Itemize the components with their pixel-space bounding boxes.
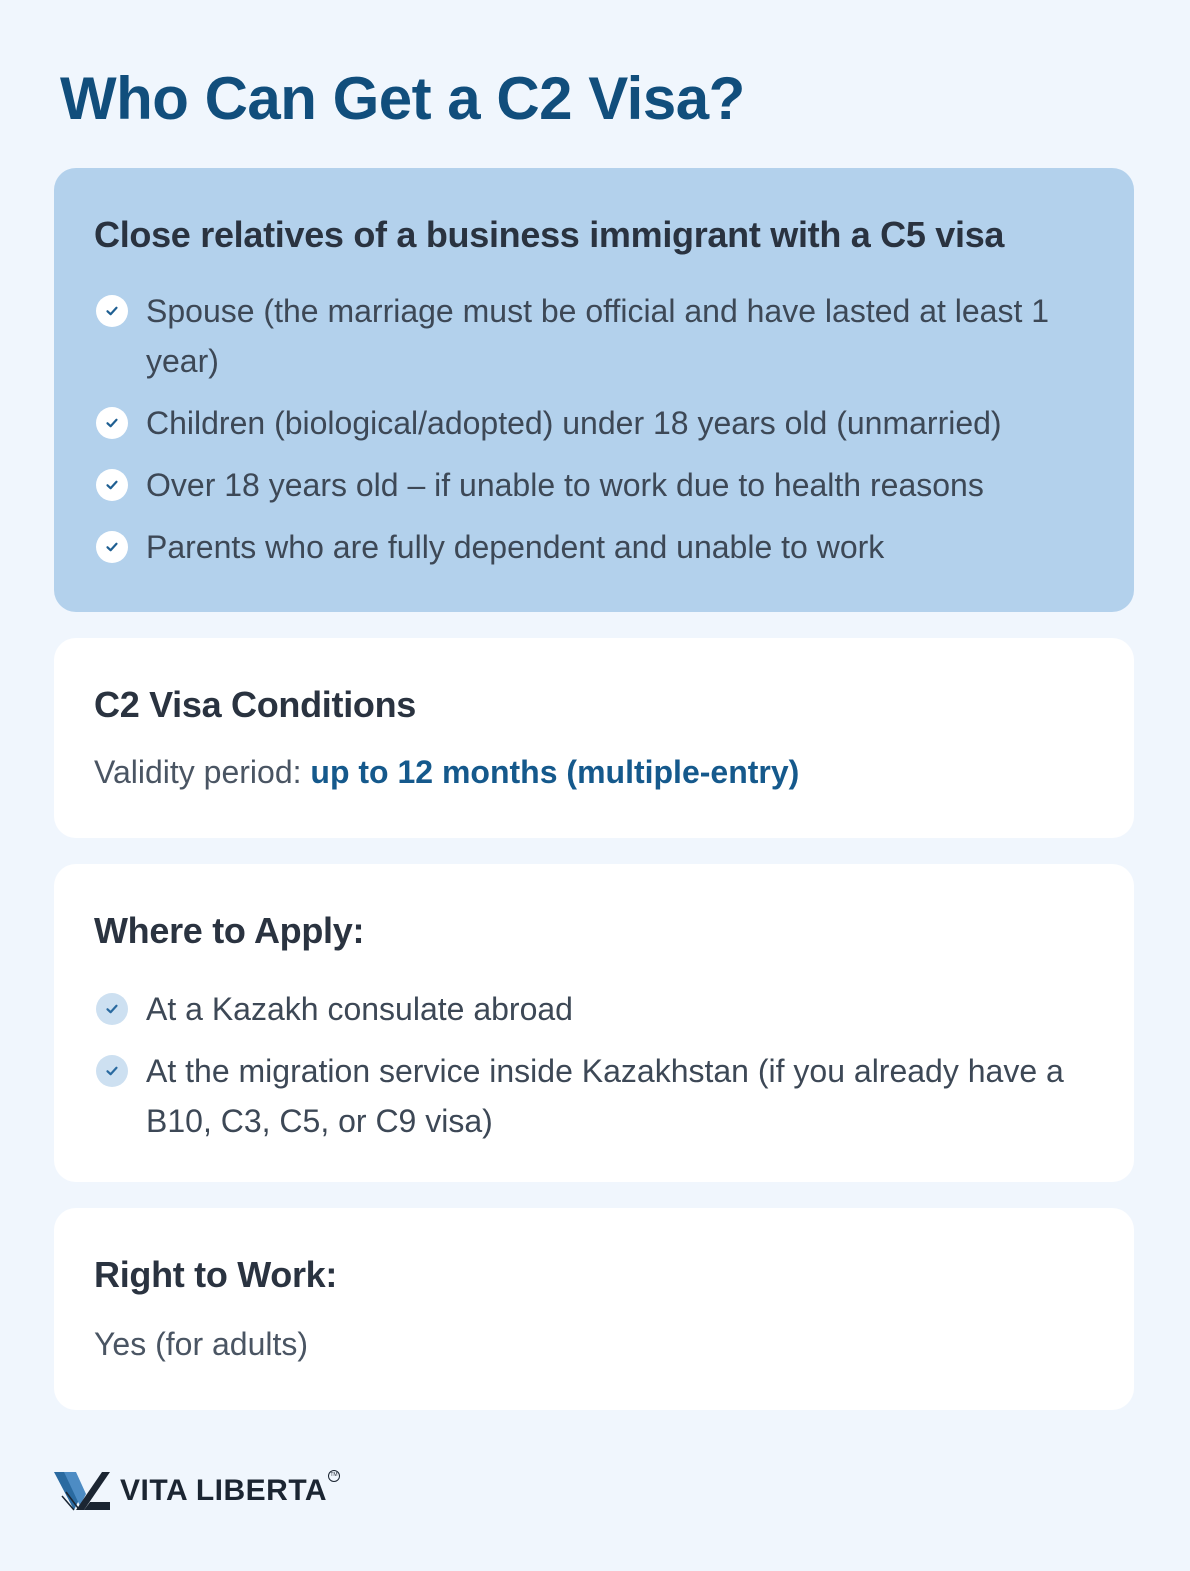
check-circle-icon <box>96 469 128 501</box>
check-circle-icon <box>96 407 128 439</box>
apply-list <box>94 984 1094 1146</box>
list-item <box>94 984 1094 1034</box>
check-circle-icon <box>96 295 128 327</box>
check-circle-icon <box>96 1055 128 1087</box>
vita-liberta-logo <box>54 1468 110 1514</box>
list-item <box>94 398 1094 448</box>
check-circle-icon <box>96 531 128 563</box>
list-item-text: Children (biological/adopted) under 18 years old (unmarried) <box>146 405 1002 441</box>
list-item <box>94 286 1094 386</box>
relatives-title: Close relatives of a business immigrant with a C5 visa <box>94 214 1005 255</box>
brand-name: VITA LIBERTA <box>120 1474 328 1507</box>
list-item-text: At the migration service inside Kazakhstan (if you already have a B10, C3, C5, or C9 visa) <box>146 1053 1064 1139</box>
work-title: Right to Work: <box>94 1254 338 1295</box>
list-item-text: Spouse (the marriage must be official and have lasted at least 1 year) <box>146 293 1050 379</box>
trademark-mark: TM <box>328 1470 340 1482</box>
validity-label: Validity period: <box>94 754 302 790</box>
brand-logo <box>54 1468 338 1514</box>
check-circle-icon <box>96 993 128 1025</box>
list-item-text: Parents who are fully dependent and unable to work <box>146 529 885 565</box>
relatives-list <box>94 286 1094 572</box>
apply-card <box>54 864 1134 1182</box>
relatives-card <box>54 168 1134 612</box>
work-card <box>54 1208 1134 1410</box>
list-item <box>94 460 1094 510</box>
conditions-title: C2 Visa Conditions <box>94 684 416 725</box>
apply-title: Where to Apply: <box>94 910 365 951</box>
list-item-text: At a Kazakh consulate abroad <box>146 991 573 1027</box>
list-item <box>94 1046 1094 1146</box>
work-value: Yes (for adults) <box>94 1326 309 1362</box>
page-title: Who Can Get a C2 Visa? <box>60 65 745 132</box>
validity-line <box>94 754 1094 791</box>
validity-value: up to 12 months (multiple-entry) <box>310 754 800 790</box>
list-item-text: Over 18 years old – if unable to work due to health reasons <box>146 467 984 503</box>
conditions-card <box>54 638 1134 838</box>
list-item <box>94 522 1094 572</box>
